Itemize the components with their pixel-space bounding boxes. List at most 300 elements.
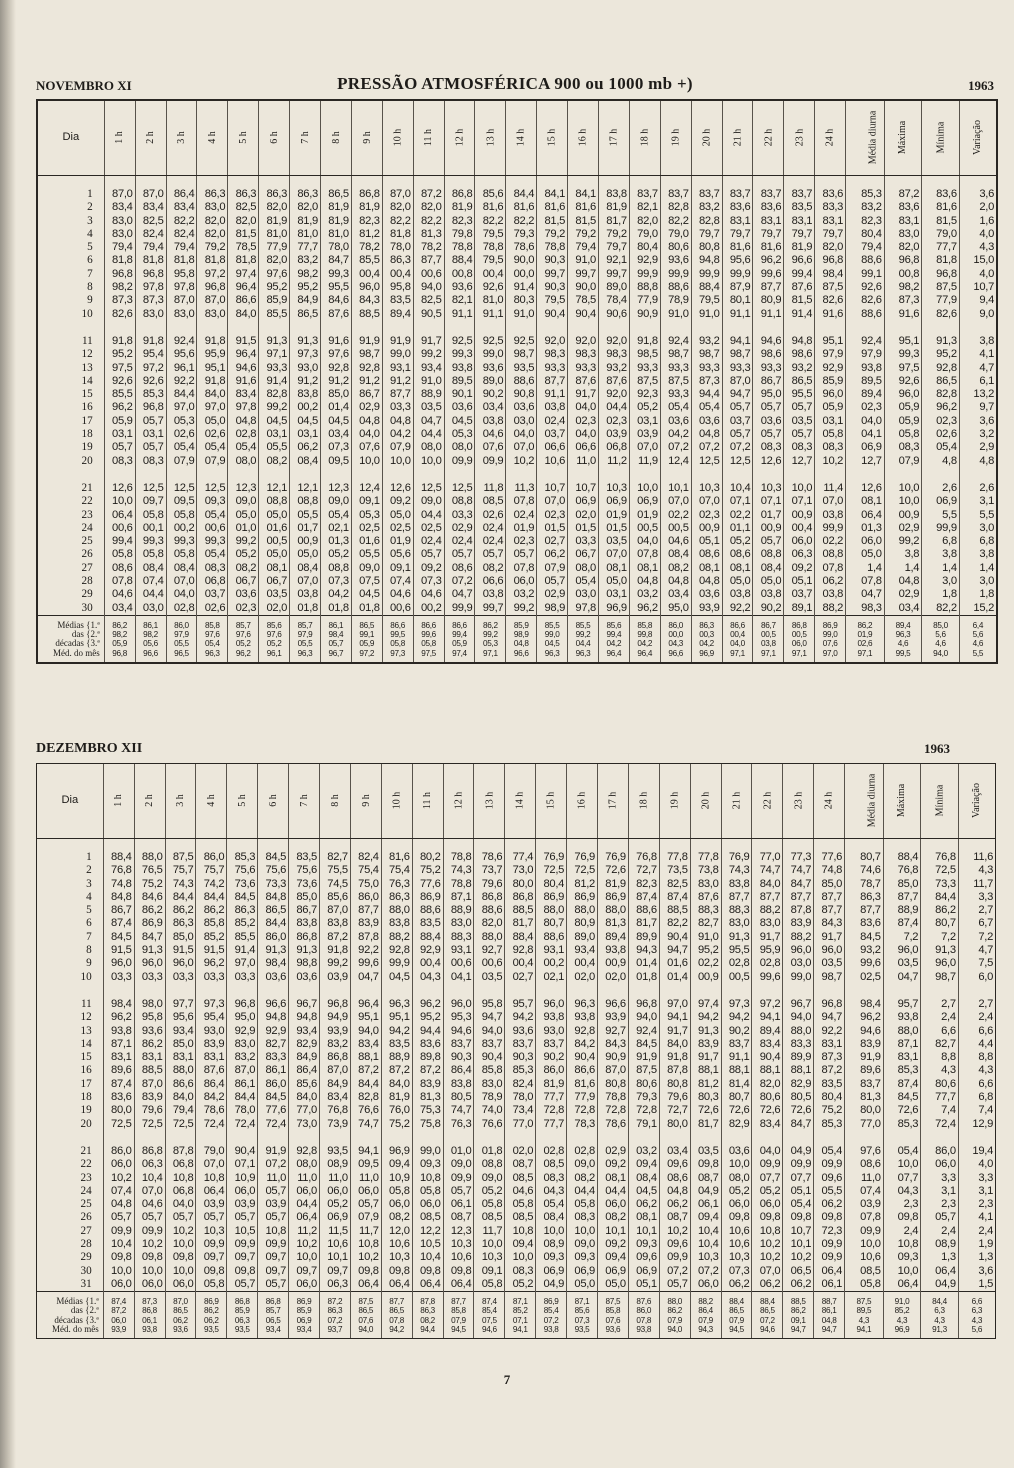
value-cell: 81,5 [922,215,960,228]
value-cell: 05,0 [228,509,259,522]
value-cell: 06,0 [289,1185,320,1198]
value-cell: 08,3 [815,441,846,454]
value-cell: 91,5 [165,944,196,957]
value-cell: 79,7 [598,241,629,254]
average-value-cell: 96,3 [568,649,599,662]
value-cell: 84,0 [752,878,783,891]
value-cell: 08,7 [505,1158,536,1171]
column-header [103,764,134,839]
value-cell: 82,8 [691,215,722,228]
day-cell: 26 [81,548,93,561]
value-cell: 05,5 [259,441,290,454]
value-cell: 08,4 [536,1211,567,1224]
value-cell: 86,2 [921,904,959,917]
average-value-cell: 05,9 [444,639,475,648]
value-cell: 02,3 [506,535,537,548]
value-cell: 07,9 [197,455,228,471]
value-cell: 87,7 [752,891,783,904]
value-cell: 07,8 [506,562,537,575]
value-cell: 93,4 [289,1025,320,1038]
value-cell: 02,5 [845,971,884,987]
value-cell: 91,1 [537,388,568,401]
day-cell: 30 [80,1264,92,1277]
value-cell: 3,2 [959,428,996,441]
averages-label: das {2.ª [70,1306,99,1316]
average-value-cell: 96,6 [660,649,691,662]
value-cell: 09,9 [845,1225,884,1238]
value-cell: 96,1 [166,362,197,375]
value-cell: 81,8 [228,254,259,267]
column-header [258,764,289,839]
day-cell: 26 [80,1211,92,1224]
value-cell: 89,4 [752,1025,783,1038]
value-cell: 08,0 [568,562,599,575]
value-cell: 83,4 [319,1091,350,1104]
value-cell: 10,8 [350,1238,381,1251]
average-value-cell: 05,8 [413,639,444,648]
value-cell: 03,9 [629,428,660,441]
value-cell: 96,4 [228,348,259,361]
column-header-label: 17 h [608,129,620,147]
value-cell: 09,7 [135,495,166,508]
value-cell: 78,5 [568,294,599,307]
value-cell: 07,0 [290,575,321,588]
value-cell: 10,8 [412,1172,443,1185]
value-cell: 78,5 [228,241,259,254]
value-cell: 99,0 [783,971,814,987]
value-cell: 08,4 [290,562,321,575]
value-cell: 88,6 [660,281,691,294]
column-header-label: 1 h [113,794,125,808]
value-cell: 04,5 [259,415,290,428]
value-cell: 7,4 [921,1104,959,1117]
average-value-cell: 85,7 [290,615,321,630]
value-cell: 83,8 [289,917,320,930]
value-cell: 15,0 [959,254,996,267]
value-cell: 87,2 [381,1064,412,1077]
value-cell: 92,4 [660,324,691,348]
value-cell: 04,2 [660,428,691,441]
value-cell: 81,0 [320,228,351,241]
average-value-cell: 99,8 [629,630,660,639]
value-cell: 80,0 [845,1104,884,1117]
value-cell: 80,6 [752,1091,783,1104]
value-cell: 11,0 [289,1172,320,1185]
value-cell: 05,0 [259,548,290,561]
average-value-cell: 85,8 [629,615,660,630]
average-value-cell: 96,9 [883,1325,921,1338]
value-cell: 09,8 [103,1251,134,1264]
value-cell: 06,4 [412,1278,443,1292]
table-row [37,1011,995,1024]
value-cell: 93,3 [537,362,568,375]
day-cell: 19 [81,441,93,454]
value-cell: 96,0 [165,957,196,970]
value-cell: 85,3 [505,1064,536,1077]
value-cell: 87,2 [350,1064,381,1077]
column-header [567,764,598,839]
value-cell: 90,4 [659,931,690,944]
value-cell: 12,3 [320,471,351,495]
value-cell: 88,0 [567,904,598,917]
value-cell: 02,2 [690,957,721,970]
value-cell: 75,2 [134,878,165,891]
value-cell: 97,4 [690,987,721,1011]
value-cell: 06,9 [536,1265,567,1278]
value-cell: 85,8 [474,1064,505,1077]
value-cell: 08,6 [845,1158,884,1171]
value-cell: 86,1 [258,1064,289,1077]
value-cell: 76,8 [319,1104,350,1117]
value-cell: 91,8 [135,324,166,348]
value-cell: 88,0 [381,904,412,917]
column-header-label: 3 h [175,131,187,145]
value-cell: 05,2 [752,1185,783,1198]
value-cell: 12,5 [413,471,444,495]
value-cell: 82,0 [382,201,413,214]
value-cell: 06,9 [568,495,599,508]
value-cell: 86,4 [166,176,197,202]
value-cell: 97,3 [721,987,752,1011]
value-cell: 10,0 [536,1225,567,1238]
day-cell: 14 [80,1037,92,1050]
value-cell: 4,4 [958,1038,995,1051]
average-value-cell: 05,8 [382,639,413,648]
averages-label: Méd. do mês [52,648,100,658]
value-cell: 81,8 [197,254,228,267]
value-cell: 03,0 [568,588,599,601]
average-value-cell: 6,3 [921,1306,959,1315]
value-cell: 83,5 [381,1038,412,1051]
value-cell: 81,9 [444,201,475,214]
value-cell: 08,3 [197,562,228,575]
value-cell: 05,7 [753,428,784,441]
value-cell: 85,0 [289,891,320,904]
value-cell: 87,7 [537,375,568,388]
value-cell: 06,2 [752,1278,783,1292]
value-cell: 81,9 [381,1091,412,1104]
value-cell: 94,8 [784,324,815,348]
value-cell: 2,6 [922,471,960,495]
average-value-cell: 6,3 [958,1306,995,1315]
value-cell: 09,3 [567,1251,598,1264]
value-cell: 02,9 [351,401,382,414]
value-cell: 84,9 [319,1078,350,1091]
column-header [784,101,815,176]
column-header-label: 5 h [236,794,248,808]
table-row [37,1025,995,1038]
value-cell: 97,4 [228,268,259,281]
value-cell: 08,6 [104,562,135,575]
value-cell: 83,9 [350,917,381,930]
value-cell: 77,8 [659,839,690,865]
average-value-cell: 93,6 [597,1325,628,1338]
day-cell: 6 [87,254,93,267]
average-value-cell: 86,6 [722,615,753,630]
value-cell: 03,0 [506,415,537,428]
value-cell: 79,7 [784,228,815,241]
value-cell: 06,9 [319,1211,350,1224]
value-cell: 01,8 [351,602,382,616]
value-cell: 92,6 [475,281,506,294]
value-cell: 04,9 [690,1185,721,1198]
value-cell: 09,7 [258,1251,289,1264]
value-cell: 05,8 [567,1198,598,1211]
value-cell: 86,8 [351,176,382,202]
value-cell: 05,0 [846,548,885,561]
value-cell: 07,1 [753,495,784,508]
value-cell: 02,8 [166,602,197,616]
average-value-cell: 86,5 [752,1306,783,1315]
value-cell: 01,8 [320,602,351,616]
average-value-cell: 07,2 [319,1316,350,1325]
value-cell: 94,2 [690,1011,721,1024]
average-value-cell: 93,7 [319,1325,350,1338]
value-cell: 87,7 [413,254,444,267]
value-cell: 10,5 [412,1238,443,1251]
value-cell: 80,7 [536,917,567,930]
value-cell: 96,8 [884,254,922,267]
value-cell: 09,6 [814,1172,845,1185]
value-cell: 05,7 [921,1211,959,1224]
average-value-cell: 97,1 [475,649,506,662]
average-value-cell: 88,0 [659,1292,690,1307]
value-cell: 05,7 [258,1211,289,1224]
value-cell: 12,6 [846,471,885,495]
average-value-cell: 93,9 [103,1325,134,1338]
value-cell: 03,4 [660,588,691,601]
value-cell: 82,0 [197,228,228,241]
value-cell: 06,7 [568,548,599,561]
page-number: 7 [503,1372,511,1387]
value-cell: 10,5 [227,1225,258,1238]
average-value-cell: 5,6 [958,1325,995,1338]
value-cell: 96,8 [197,281,228,294]
day-cell: 3 [86,877,92,890]
value-cell: 82,3 [628,878,659,891]
value-cell: 76,6 [350,1104,381,1117]
value-cell: 82,9 [289,1038,320,1051]
value-cell: 91,4 [227,944,258,957]
value-cell: 88,2 [815,602,846,616]
value-cell: 09,4 [505,1238,536,1251]
value-cell: 93,5 [319,1134,350,1158]
value-cell: 88,8 [629,281,660,294]
value-cell: 95,2 [412,1011,443,1024]
value-cell: 93,3 [753,362,784,375]
average-value-cell: 05,2 [228,639,259,648]
table-row [37,1051,995,1064]
day-cell: 1 [86,851,92,863]
value-cell: 87,7 [382,388,413,401]
value-cell: 05,4 [568,575,599,588]
value-cell: 88,4 [505,931,536,944]
value-cell: 80,4 [814,1091,845,1104]
value-cell: 03,8 [815,509,846,522]
average-value-cell: 86,6 [413,615,444,630]
day-cell: 23 [81,508,93,521]
value-cell: 12,1 [259,471,290,495]
average-value-cell: 99,6 [413,630,444,639]
value-cell: 79,5 [691,294,722,307]
value-cell: 98,0 [134,987,165,1011]
table-row [37,878,995,891]
value-cell: 12,9 [958,1118,995,1134]
value-cell: 00,6 [197,522,228,535]
value-cell: 07,2 [258,1158,289,1171]
value-cell: 08,2 [259,455,290,471]
value-cell: 82,8 [259,388,290,401]
value-cell: 08,8 [444,495,475,508]
value-cell: 83,0 [690,878,721,891]
value-cell: 91,9 [845,1051,884,1064]
value-cell: 05,9 [815,401,846,414]
value-cell: 93,6 [134,1025,165,1038]
value-cell: 96,2 [753,254,784,267]
value-cell: 5,5 [922,509,960,522]
value-cell: 06,0 [506,575,537,588]
value-cell: 06,2 [290,441,321,454]
value-cell: 87,7 [783,891,814,904]
value-cell: 08,1 [691,562,722,575]
value-cell: 87,0 [227,1064,258,1077]
value-cell: 97,0 [227,957,258,970]
value-cell: 84,4 [227,1091,258,1104]
column-header-label: 8 h [330,131,342,145]
value-cell: 98,6 [784,348,815,361]
value-cell: 3,3 [921,1172,959,1185]
value-cell: 09,3 [536,1251,567,1264]
value-cell: 09,9 [752,1158,783,1171]
column-header-label: 1 h [114,131,126,145]
value-cell: 00,4 [351,268,382,281]
value-cell: 83,4 [166,201,197,214]
value-cell: 04,9 [783,1134,814,1158]
value-cell: 08,9 [319,1158,350,1171]
value-cell: 87,9 [722,281,753,294]
value-cell: 99,9 [629,268,660,281]
value-cell: 96,6 [597,987,628,1011]
value-cell: 10,1 [597,1225,628,1238]
value-cell: 81,3 [412,1091,443,1104]
value-cell: 13,2 [959,388,996,401]
value-cell: 09,9 [814,1251,845,1264]
value-cell: 97,2 [197,268,228,281]
value-cell: 09,3 [412,1158,443,1171]
value-cell: 11,3 [506,471,537,495]
value-cell: 08,6 [722,548,753,561]
value-cell: 82,1 [444,294,475,307]
value-cell: 92,5 [444,324,475,348]
value-cell: 97,9 [846,348,885,361]
value-cell: 86,5 [258,904,289,917]
value-cell: 93,5 [506,362,537,375]
value-cell: 84,9 [289,1051,320,1064]
column-header-label: 14 h [514,792,526,810]
value-cell: 02,4 [537,415,568,428]
value-cell: 90,9 [629,308,660,324]
value-cell: 92,6 [104,375,135,388]
value-cell: 99,7 [598,268,629,281]
column-header [135,101,166,176]
value-cell: 06,0 [103,1158,134,1171]
value-cell: 01,5 [598,522,629,535]
value-cell: 1,3 [921,1251,959,1264]
value-cell: 81,3 [845,1091,884,1104]
column-header [475,101,506,176]
value-cell: 82,4 [166,228,197,241]
value-cell: 04,4 [597,1185,628,1198]
value-cell: 92,8 [320,362,351,375]
table-row [37,971,995,987]
value-cell: 88,1 [721,1064,752,1077]
column-header-label: 10 h [391,792,403,810]
value-cell: 97,8 [228,401,259,414]
value-cell: 6,8 [922,535,960,548]
value-cell: 99,2 [506,602,537,616]
value-cell: 03,6 [444,401,475,414]
value-cell: 86,3 [227,904,258,917]
value-cell: 76,8 [921,839,959,865]
average-value-cell: 06,2 [165,1316,196,1325]
value-cell: 02,7 [537,535,568,548]
average-value-cell: 87,5 [597,1292,628,1307]
average-value-cell: 4,3 [921,1316,959,1325]
value-cell: 95,5 [721,944,752,957]
value-cell: 89,9 [628,931,659,944]
value-cell: 77,8 [690,839,721,865]
value-cell: 97,0 [197,401,228,414]
value-cell: 98,7 [691,348,722,361]
value-cell: 80,6 [660,241,691,254]
value-cell: 09,8 [134,1251,165,1264]
value-cell: 99,2 [228,535,259,548]
value-cell: 85,3 [227,839,258,865]
column-header-label: 12 h [452,792,464,810]
value-cell: 09,7 [289,1265,320,1278]
value-cell: 00,6 [443,957,474,970]
averages-row [37,1316,995,1325]
value-cell: 85,2 [227,917,258,930]
average-value-cell: 91,0 [883,1292,921,1307]
average-value-cell: 87,7 [381,1292,412,1307]
value-cell: 83,1 [814,1038,845,1051]
value-cell: 93,8 [567,1011,598,1024]
value-cell: 79,4 [568,241,599,254]
value-cell: 76,9 [597,839,628,865]
value-cell: 91,2 [290,375,321,388]
value-cell: 83,7 [721,1038,752,1051]
value-cell: 73,0 [289,1118,320,1134]
average-value-cell: 86,9 [815,615,846,630]
value-cell: 89,6 [103,1064,134,1077]
value-cell: 78,6 [196,1104,227,1117]
day-cell: 29 [81,588,93,601]
value-cell: 10,6 [721,1238,752,1251]
value-cell: 05,5 [290,509,321,522]
value-cell: 10,0 [845,1238,884,1251]
value-cell: 97,8 [568,602,599,616]
value-cell: 19,4 [958,1134,995,1158]
value-cell: 09,4 [690,1211,721,1224]
value-cell: 73,3 [921,878,959,891]
page-title: PRESSÃO ATMOSFÉRICA 900 ou 1000 mb +) [337,74,693,93]
value-cell: 72,4 [227,1118,258,1134]
value-cell: 92,3 [629,388,660,401]
average-value-cell: 94,0 [922,649,960,662]
value-cell: 82,0 [259,254,290,267]
value-cell: 03,6 [506,401,537,414]
